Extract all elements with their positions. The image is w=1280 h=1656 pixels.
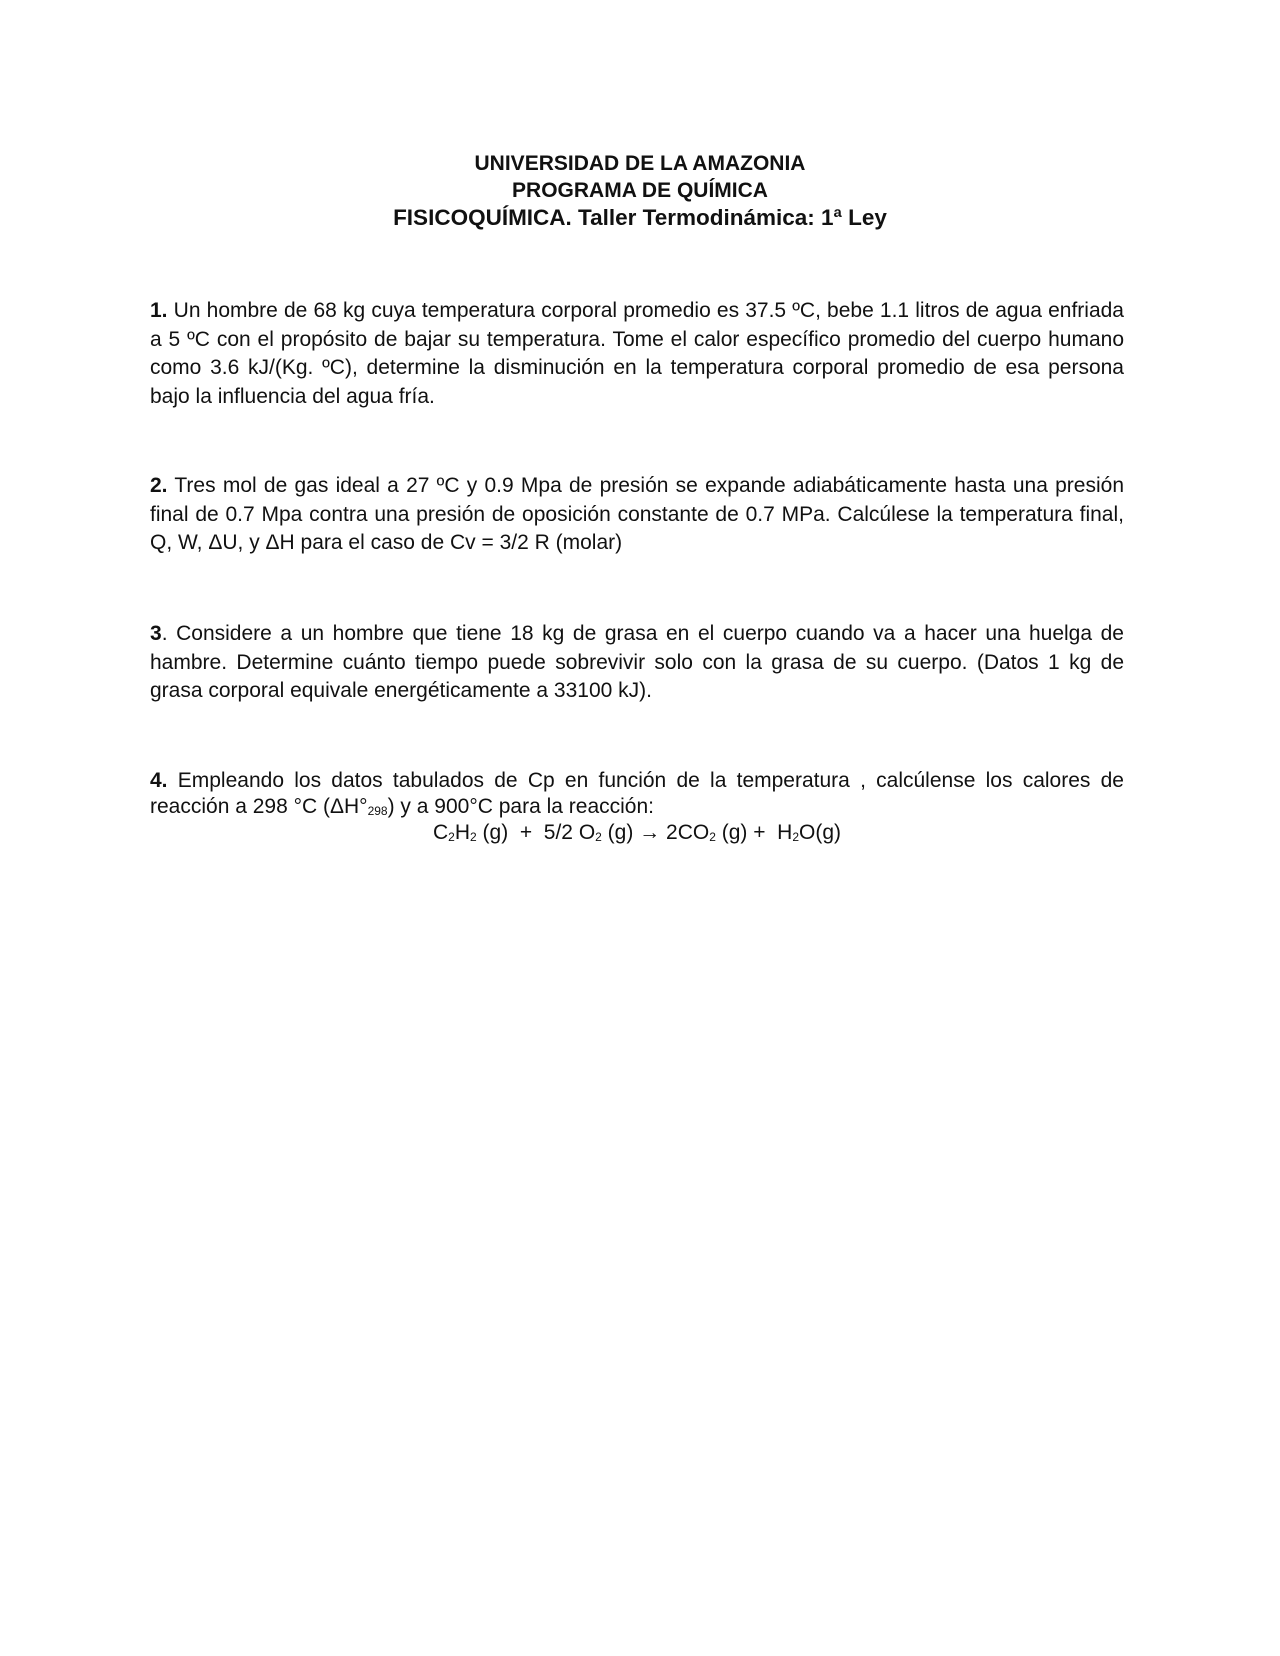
problem-text: . Considere a un hombre que tiene 18 kg de grasa en el cuerpo cuando va a hacer una huelga de hambre. Determine cuánto tiempo puede sobrevivir solo con la grasa de su cuerpo. (Datos 1 kg de grasa corporal equivale energéticamente a 33100 kJ).: [150, 622, 1124, 702]
course-title: FISICOQUÍMICA. Taller Termodinámica: 1ª Ley: [393, 205, 887, 230]
program-name: PROGRAMA DE QUÍMICA: [512, 179, 768, 202]
formula-part: (g) → 2CO: [601, 821, 710, 844]
subscript: 2: [792, 830, 800, 844]
problem-3: [150, 620, 1124, 706]
formula-part: O(g): [799, 821, 842, 844]
problem-4: [150, 768, 1124, 820]
problem-text: Tres mol de gas ideal a 27 ºC y 0.9 Mpa de presión se expande adiabáticamente hasta una presión final de 0.7 Mpa contra una presión de oposición constante de 0.7 MPa. Calcúlese la temperatura final, Q, W, ΔU, y ΔH para el caso de Cv = 3/2 R (molar): [150, 474, 1124, 554]
subscript: 298: [367, 804, 388, 818]
problem-text: ) y a 900°C para la reacción:: [387, 795, 654, 818]
reaction-equation: [150, 820, 1124, 846]
formula-part: (g) + H: [715, 821, 793, 844]
problem-number: 2.: [150, 474, 168, 497]
problem-1: [150, 297, 1124, 411]
subscript: 2: [595, 830, 602, 844]
problem-text: Un hombre de 68 kg cuya temperatura corporal promedio es 37.5 ºC, bebe 1.1 litros de agua enfriada a 5 ºC con el propósito de bajar su temperatura. Tome el calor específico promedio del cuerpo humano como 3.6 kJ/(Kg. ºC), determine la disminución en la temperatura corporal promedio de esa persona bajo la influencia del agua fría.: [150, 299, 1124, 408]
problem-2: [150, 472, 1124, 558]
problem-text: Empleando los datos tabulados de Cp en función de la temperatura , calcúlense los calores de reacción a 298 °C (ΔH°: [150, 769, 1124, 818]
formula-part: H: [454, 821, 470, 844]
problem-number: 1.: [150, 299, 168, 322]
subscript: 2: [448, 830, 455, 844]
formula-part: (g) + 5/2 O: [476, 821, 596, 844]
document-header: [0, 150, 1280, 231]
problem-number: 4.: [150, 769, 168, 792]
subscript: 2: [470, 830, 477, 844]
problem-number: 3: [150, 622, 162, 645]
subscript: 2: [709, 830, 716, 844]
formula-part: C: [432, 821, 449, 844]
university-name: UNIVERSIDAD DE LA AMAZONIA: [474, 152, 806, 175]
